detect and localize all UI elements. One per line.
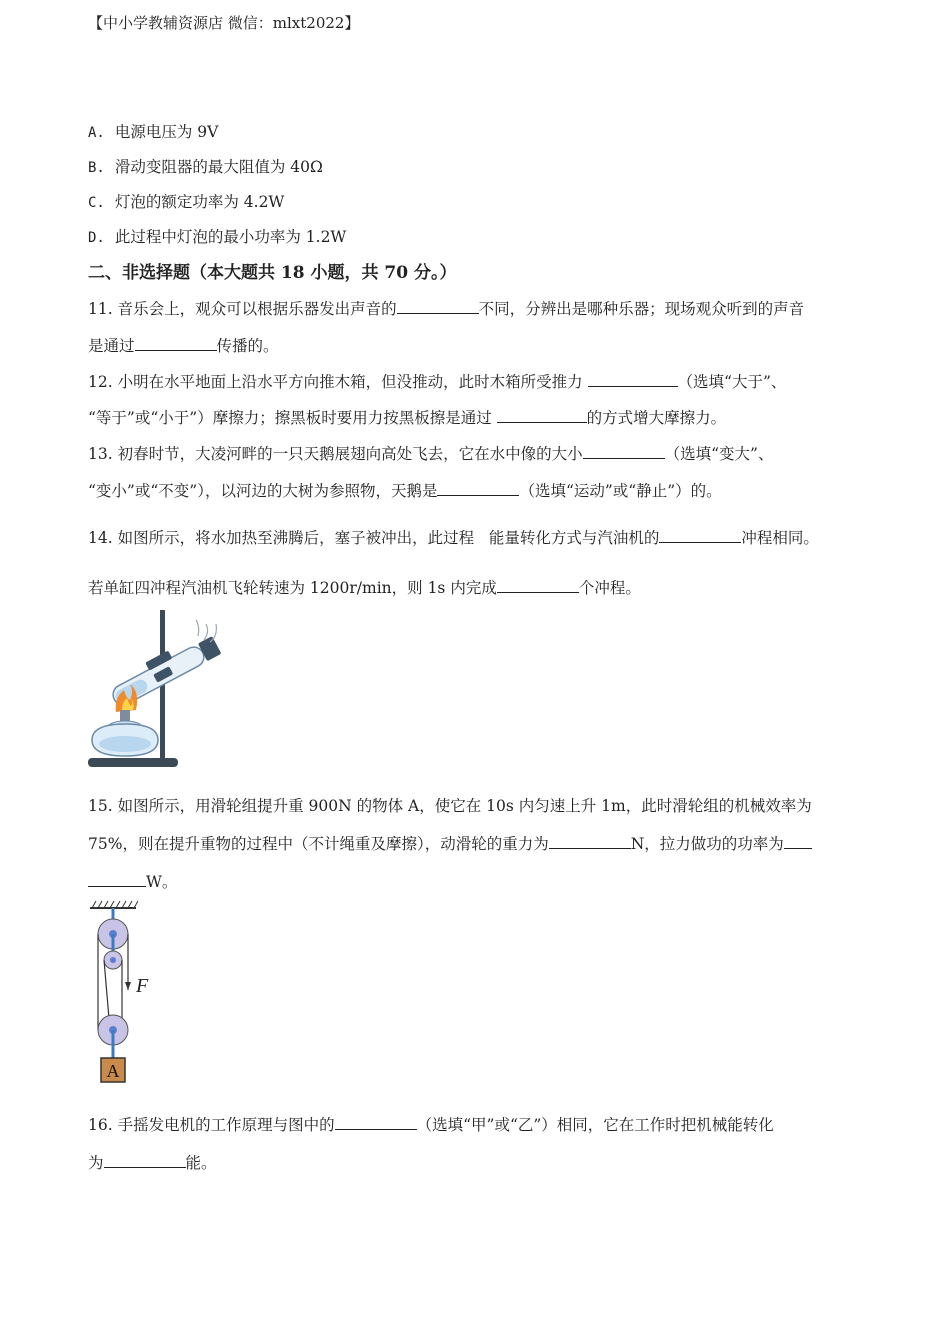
text: （选填“大于”、 [677,373,787,391]
answer-blank[interactable] [583,444,665,459]
question-12-line-1 [88,370,786,392]
text: 不同，分辨出是哪种乐器；现场观众听到的声音 [478,300,805,318]
text: 若单缸四冲程汽油机飞轮转速为 1200r/min，则 1s 内完成 [88,579,497,597]
question-12-line-2 [88,406,726,428]
answer-blank[interactable] [335,1115,417,1130]
question-13-line-1 [88,442,773,464]
option-label: D. [88,230,105,246]
heating-apparatus-figure [86,606,226,774]
text: W。 [146,873,178,891]
question-15-line-3 [88,870,177,892]
text: （选填“变大”、 [664,445,774,463]
text: （选填“甲”或“乙”）相同，它在工作时把机械能转化 [416,1116,774,1134]
pulley-system-figure [86,898,166,1088]
text: “等于”或“小于”）摩擦力；擦黑板时要用力按黑板擦是通过 [88,409,492,427]
option-label: C. [88,195,105,211]
answer-blank[interactable] [659,528,741,543]
answer-blank[interactable] [397,299,479,314]
option-c [88,190,284,212]
option-text: 滑动变阻器的最大阻值为 40Ω [114,158,323,176]
text: 75%，则在提升重物的过程中（不计绳重及摩擦），动滑轮的重力为 [88,835,549,853]
option-text: 灯泡的额定功率为 4.2W [114,193,285,211]
ceiling-hatch [92,901,138,908]
text: 的方式增大摩擦力。 [586,409,727,427]
steam-lines [196,620,216,642]
answer-blank[interactable] [104,1153,186,1168]
text: （选填“运动”或“静止”）的。 [519,482,722,500]
question-13-line-2 [88,479,722,501]
text: 12. 小明在水平地面上沿水平方向推木箱，但没推动，此时木箱所受推力 [88,373,583,391]
question-11-line-1 [88,297,804,319]
text: 11. 音乐会上，观众可以根据乐器发出声音的 [88,300,397,318]
question-11-line-2 [88,334,279,356]
question-15-line-2 [88,832,812,854]
question-15-line-1: 15. 如图所示，用滑轮组提升重 900N 的物体 A，使它在 10s 内匀速上升 1m，此时滑轮组的机械效率为 [88,797,812,815]
section-title: 二、非选择题（本大题共 18 小题，共 70 分。） [88,263,457,283]
answer-blank[interactable] [135,336,217,351]
option-text: 电源电压为 9V [114,123,219,141]
question-14-line-2 [88,576,641,598]
answer-blank[interactable] [784,834,812,849]
text: 14. 如图所示，将水加热至沸腾后，塞子被冲出，此过程 [88,529,475,547]
page-header: 【中小学教辅资源店 微信：mlxt2022】 [88,14,360,32]
question-14-line-1 [88,526,819,548]
text: “变小”或“不变”），以河边的大树为参照物，天鹅是 [88,482,438,500]
option-label: B. [88,160,105,176]
question-16-line-2 [88,1151,217,1173]
option-b [88,155,323,177]
option-label: A. [88,125,105,141]
answer-blank[interactable] [437,481,519,496]
text: 13. 初春时节，大凌河畔的一只天鹅展翅向高处飞去，它在水中像的大小 [88,445,583,463]
force-arrow [125,982,131,990]
answer-blank[interactable] [588,372,678,387]
text: 16. 手摇发电机的工作原理与图中的 [88,1116,335,1134]
option-d [88,225,346,247]
answer-blank[interactable] [497,578,579,593]
alcohol-lamp [92,684,158,756]
option-a [88,120,218,142]
answer-blank[interactable] [497,408,587,423]
weight-label: A [106,1061,120,1081]
text: 是通过 [88,337,135,355]
text: 能。 [185,1154,217,1172]
text: 冲程相同。 [741,529,819,547]
force-label: F [136,975,149,997]
text: 能量转化方式与汽油机的 [488,529,660,547]
text: 个冲程。 [578,579,641,597]
answer-blank[interactable] [549,834,631,849]
option-text: 此过程中灯泡的最小功率为 1.2W [114,228,347,246]
text: N，拉力做功的功率为 [630,835,784,853]
text: 传播的。 [216,337,279,355]
question-16-line-1 [88,1113,774,1135]
answer-blank-continued[interactable] [88,872,146,887]
text: 为 [88,1154,104,1172]
